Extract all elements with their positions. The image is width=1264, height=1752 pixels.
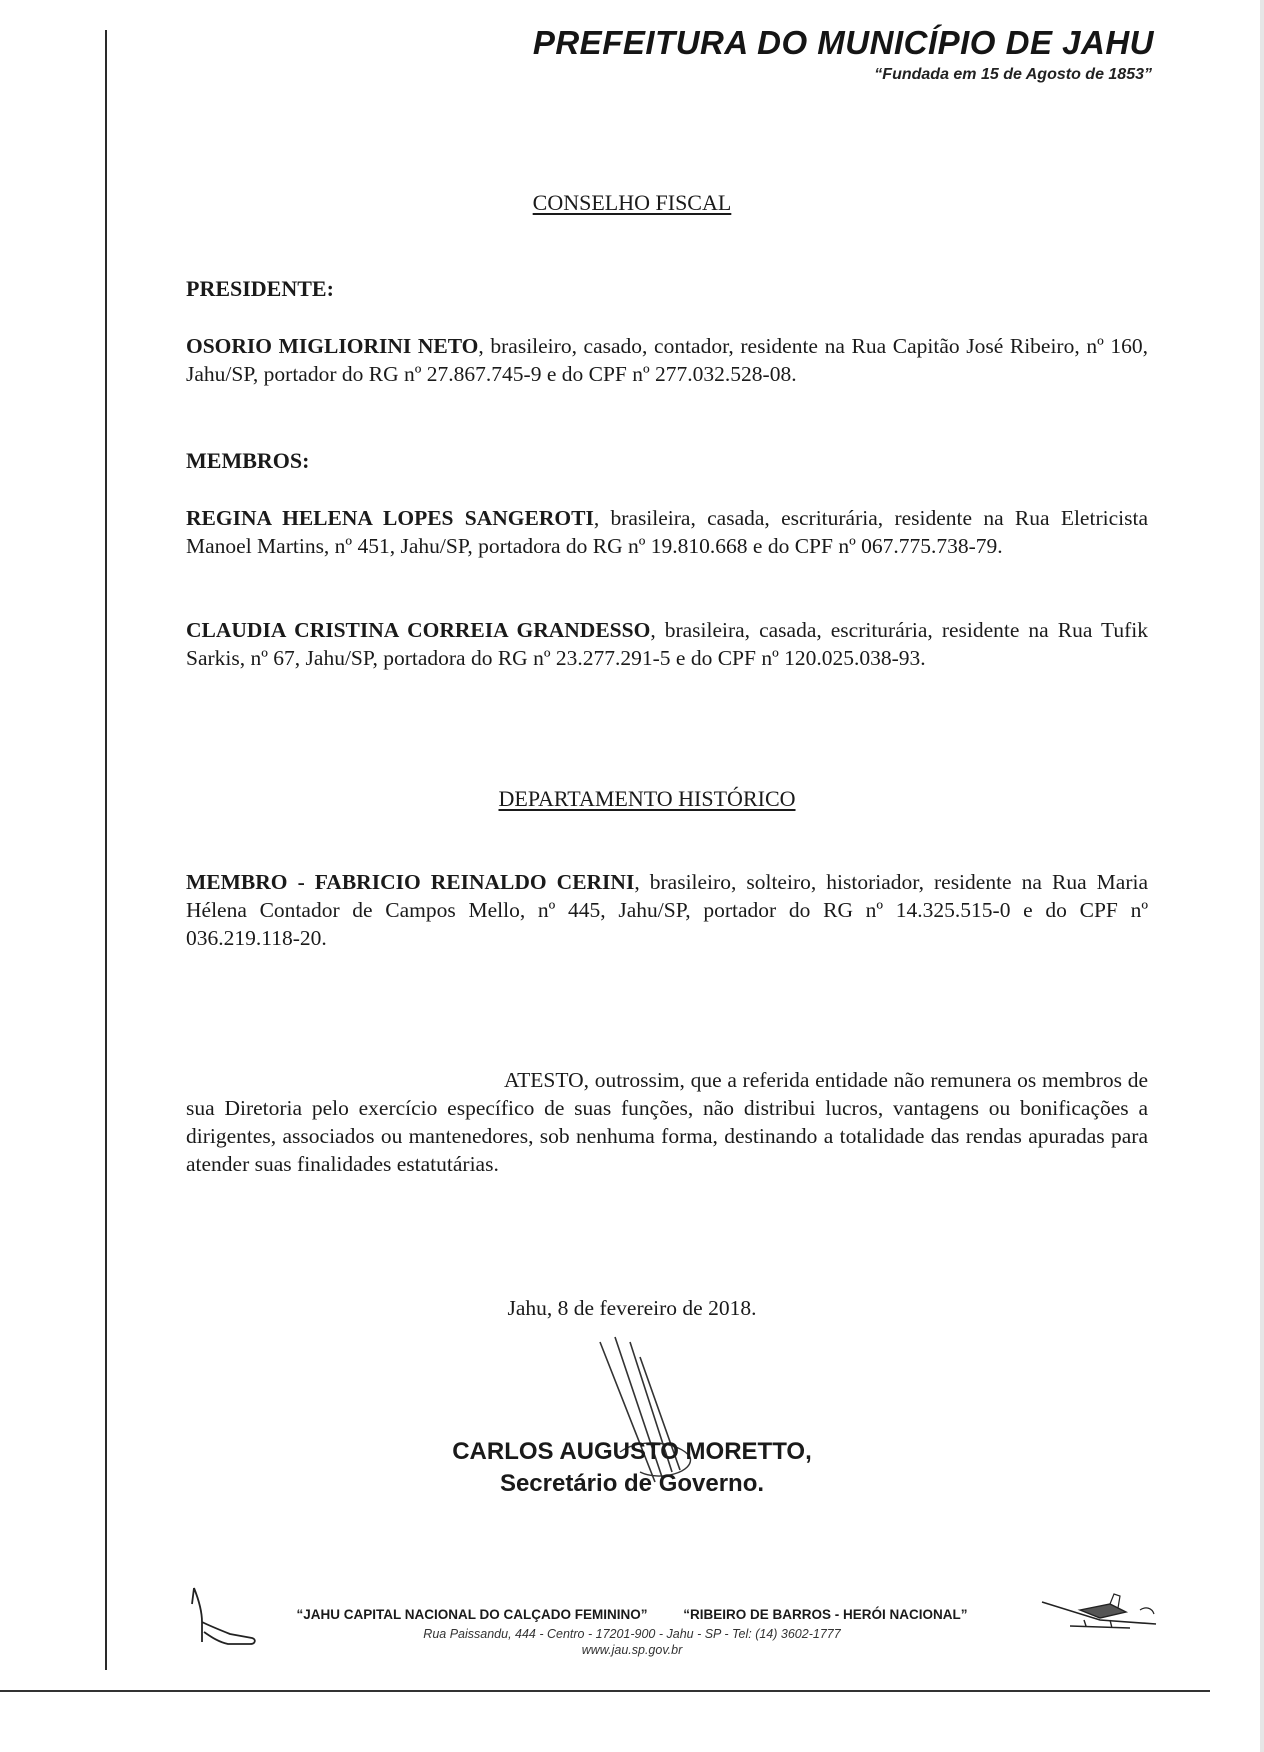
section-title-departamento-historico: DEPARTAMENTO HISTÓRICO [498,786,796,811]
footer-address: Rua Paissandu, 444 - Centro - 17201-900 - Jahu - SP - Tel: (14) 3602-1777 [423,1627,841,1641]
presidente-paragraph [186,332,1148,388]
section-title-conselho-fiscal: CONSELHO FISCAL [532,190,732,215]
membro-name: CLAUDIA CRISTINA CORREIA GRANDESSO [186,618,651,642]
atesto-paragraph [186,1066,1148,1178]
footer-rule [0,1690,1210,1692]
header-title: PREFEITURA DO MUNICÍPIO DE JAHU [532,24,1154,61]
membros-label: MEMBROS: [186,448,310,473]
footer-website: www.jau.sp.gov.br [581,1643,683,1657]
presidente-details: , brasileiro, casado, contador, residente na Rua Capitão José Ribeiro, nº 160, Jahu/SP, portador do RG nº 27.867.745-9 e do CPF nº 277.032.528-08. [186,334,1148,386]
footer-slogan-left: “JAHU CAPITAL NACIONAL DO CALÇADO FEMININO” [296,1607,648,1622]
handwritten-signature [580,1332,730,1492]
left-margin-rule [105,30,107,1670]
membro-details: , brasileira, casada, escriturária, residente na Rua Tufik Sarkis, nº 67, Jahu/SP, portadora do RG nº 23.277.291-5 e do CPF nº 120.025.038-93. [186,618,1149,670]
departamento-membro-details: , brasileiro, solteiro, historiador, residente na Rua Maria Hélena Contador de Campos Mello, nº 445, Jahu/SP, portador do RG nº 14.325.515-0 e do CPF nº 036.219.118-20. [186,870,1148,950]
signatory-name: CARLOS AUGUSTO MORETTO, [452,1438,812,1465]
presidente-label: PRESIDENTE: [186,276,334,301]
signatory-role: Secretário de Governo. [499,1470,765,1497]
footer-slogan-right: “RIBEIRO DE BARROS - HERÓI NACIONAL” [683,1607,968,1622]
membro-paragraph [186,504,1148,560]
document-date: Jahu, 8 de fevereiro de 2018. [507,1296,757,1320]
atesto-text: ATESTO, outrossim, que a referida entidade não remunera os membros de sua Diretoria pelo exercício específico de suas funções, não distribui lucros, vantagens ou bonificações a dirigentes, associados ou mantenedores, sob nenhuma forma, destinando a totalidade das rendas apuradas para atender suas finalidades estatutárias. [186,1068,1148,1176]
header-subtitle: “Fundada em 15 de Agosto de 1853” [874,66,1152,83]
departamento-membro-paragraph [186,868,1148,952]
presidente-name: OSORIO MIGLIORINI NETO [186,334,479,358]
membro-paragraph [186,616,1148,672]
departamento-membro-name: MEMBRO - FABRICIO REINALDO CERINI [186,870,635,894]
membro-details: , brasileira, casada, escriturária, residente na Rua Eletricista Manoel Martins, nº 451, Jahu/SP, portadora do RG nº 19.810.668 e do CPF nº 067.775.738-79. [186,506,1148,558]
seaplane-icon [1040,1590,1160,1640]
membro-name: REGINA HELENA LOPES SANGEROTI [186,506,594,530]
